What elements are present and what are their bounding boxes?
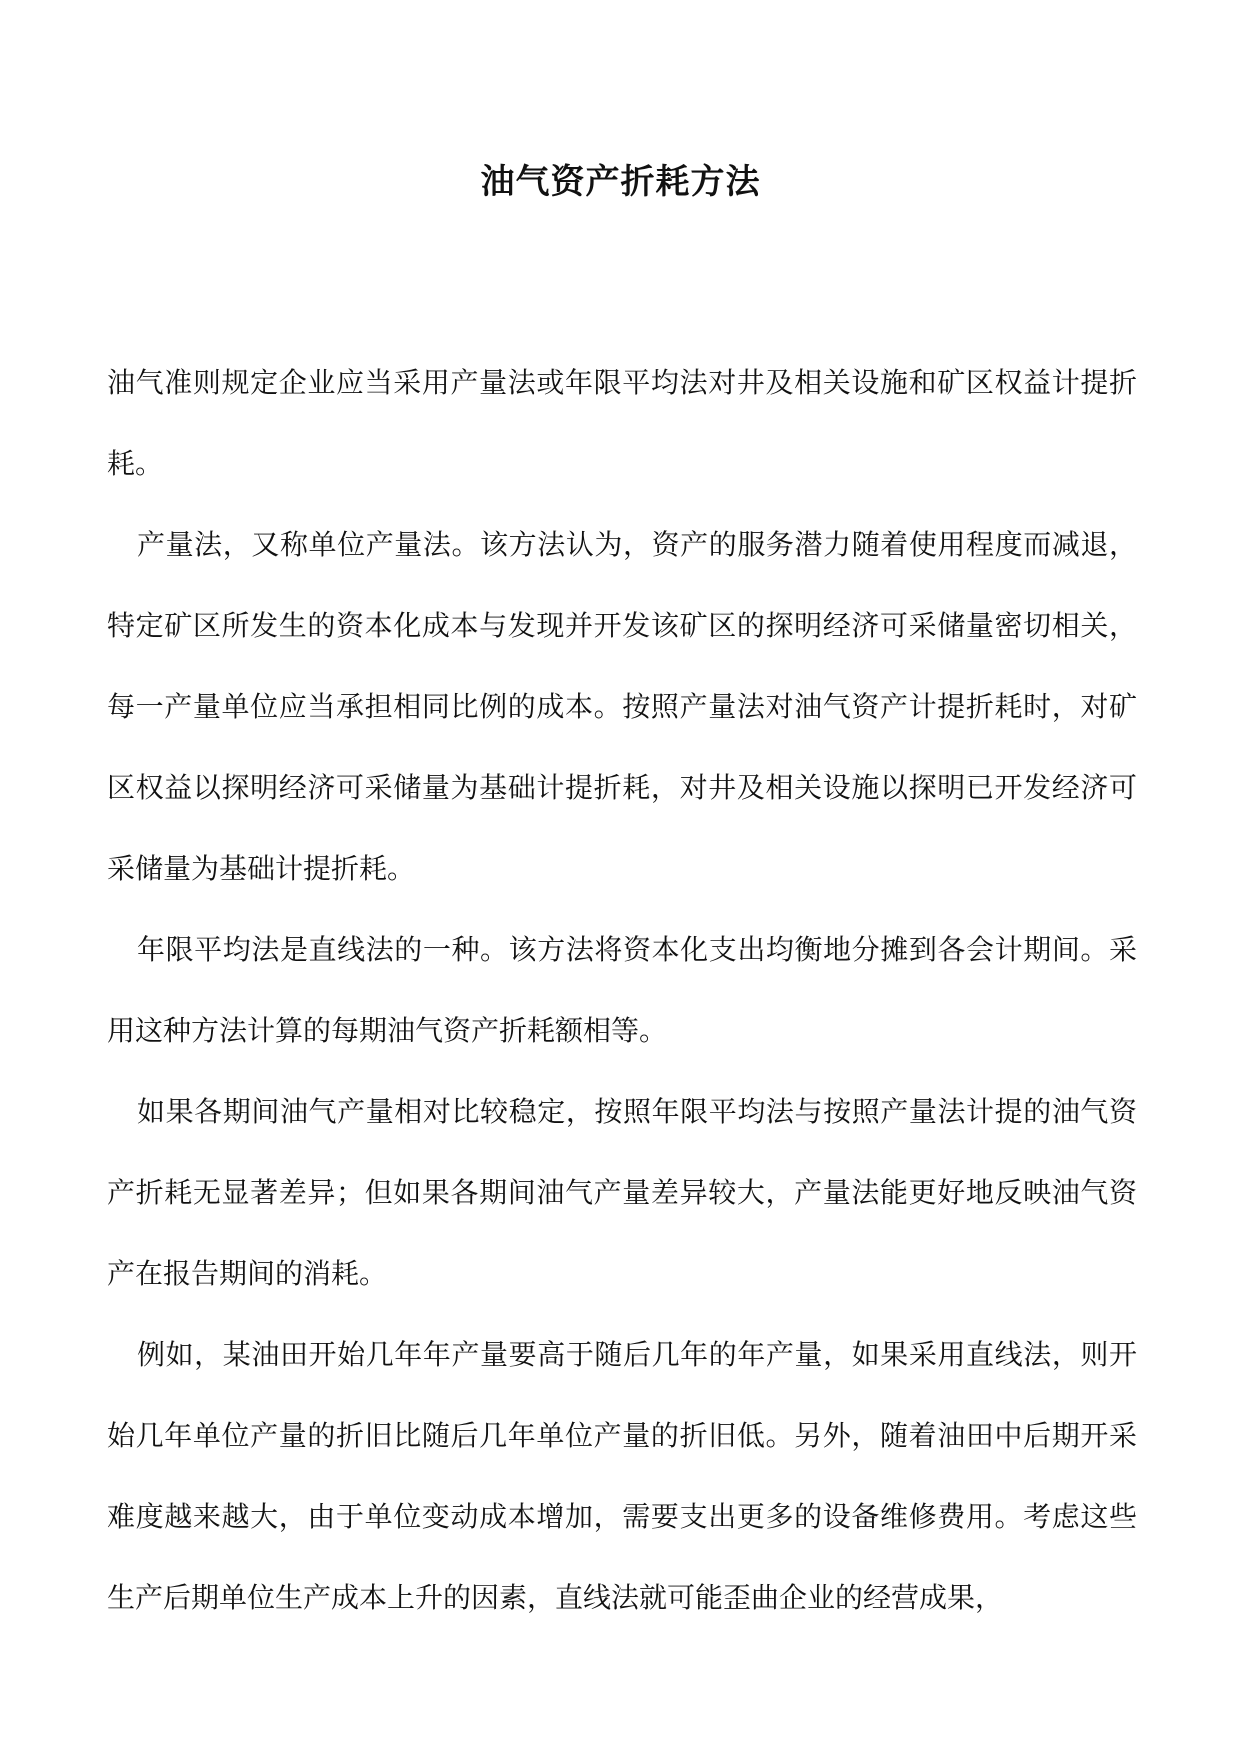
document-body: [107, 342, 1137, 1638]
paragraph-example: 例如，某油田开始几年年产量要高于随后几年的年产量，如果采用直线法，则开始几年单位产量的折旧比随后几年单位产量的折旧低。另外，随着油田中后期开采难度越来越大，由于单位变动成本增加，需要支出更多的设备维修费用。考虑这些生产后期单位生产成本上升的因素，直线法就可能歪曲企业的经营成果，: [107, 1338, 1137, 1614]
paragraph-intro: 油气准则规定企业应当采用产量法或年限平均法对井及相关设施和矿区权益计提折耗。: [107, 366, 1137, 480]
paragraph-straight-line-method: 年限平均法是直线法的一种。该方法将资本化支出均衡地分摊到各会计期间。采用这种方法计算的每期油气资产折耗额相等。: [107, 933, 1137, 1047]
paragraph-comparison: 如果各期间油气产量相对比较稳定，按照年限平均法与按照产量法计提的油气资产折耗无显著差异；但如果各期间油气产量差异较大，产量法能更好地反映油气资产在报告期间的消耗。: [107, 1095, 1137, 1290]
paragraph-production-method: 产量法，又称单位产量法。该方法认为，资产的服务潜力随着使用程度而减退，特定矿区所发生的资本化成本与发现并开发该矿区的探明经济可采储量密切相关，每一产量单位应当承担相同比例的成本。按照产量法对油气资产计提折耗时，对矿区权益以探明经济可采储量为基础计提折耗，对井及相关设施以探明已开发经济可采储量为基础计提折耗。: [107, 528, 1137, 885]
document-title: 油气资产折耗方法: [480, 162, 761, 202]
